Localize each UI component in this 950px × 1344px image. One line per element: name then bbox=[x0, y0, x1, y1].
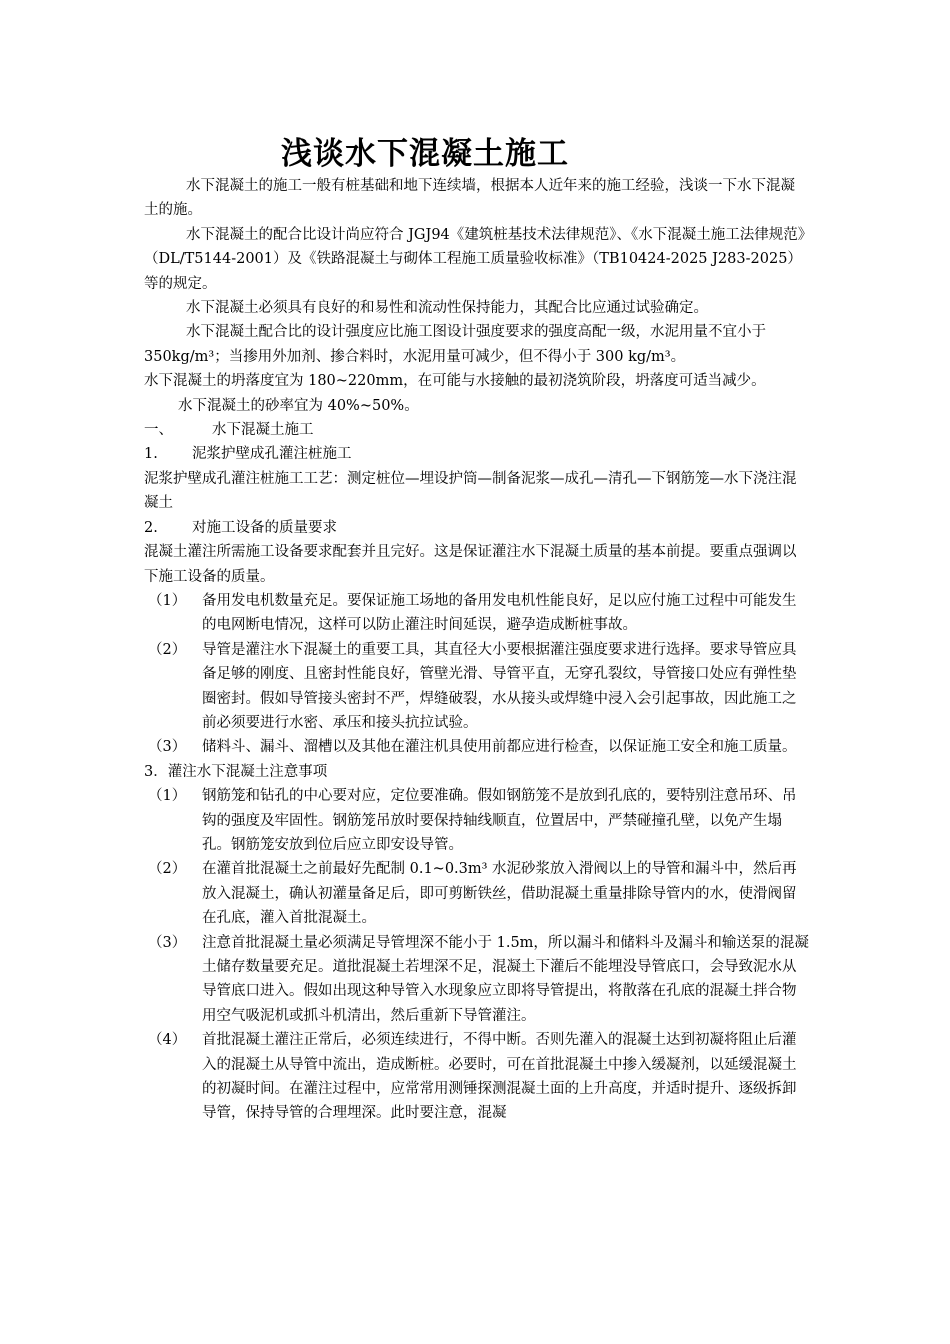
subsection-heading bbox=[144, 442, 809, 466]
intro-paragraph: 水下混凝土配合比的设计强度应比施工图设计强度要求的强度高配一级，水泥用量不宜小于 350kg/m³；当掺用外加剂、掺合料时，水泥用量可减少，但不得小于 300 kg/m³。 bbox=[144, 324, 766, 365]
intro-paragraph: 水下混凝土的配合比设计尚应符合 JGJ94《建筑桩基技术法律规范》、《水下混凝土施工法律规范》（DL/T5144-2001）及《铁路混凝土与砌体工程施工质量验收标准》（TB10424-2025 J283-2025）等的规定。 bbox=[144, 226, 806, 292]
list-item-number: （2） bbox=[148, 861, 187, 878]
subsection-label: 泥浆护壁成孔灌注桩施工 bbox=[192, 446, 352, 463]
list-item-text: 在灌首批混凝土之前最好先配制 0.1~0.3m³ 水泥砂浆放入滑阀以上的导管和漏斗中，然后再放入混凝土，确认初灌量备足后，即可剪断铁丝，借助混凝土重量排除导管内的水，使滑阀留在孔底，灌入首批混凝土。 bbox=[202, 861, 797, 927]
list-item-number: （1） bbox=[148, 592, 187, 609]
subsection-number: 1. bbox=[144, 446, 158, 463]
section-heading bbox=[144, 418, 809, 442]
section-number: 一、 bbox=[144, 422, 173, 439]
intro-paragraph: 水下混凝土的施工一般有桩基础和地下连续墙，根据本人近年来的施工经验，浅谈一下水下混凝土的施。 bbox=[144, 178, 795, 219]
list-item bbox=[144, 931, 809, 1029]
list-item-number: （3） bbox=[148, 739, 187, 756]
intro-paragraph: 水下混凝土必须具有良好的和易性和流动性保持能力，其配合比应通过试验确定。 bbox=[186, 300, 708, 317]
subsection-paragraph: 泥浆护壁成孔灌注桩施工工艺：测定桩位—埋设护筒—制备泥浆—成孔—清孔—下钢筋笼—水下浇注混凝土 bbox=[144, 470, 797, 512]
list-item-text: 注意首批混凝土量必须满足导管埋深不能小于 1.5m，所以漏斗和储料斗及漏斗和输送泵的混凝土储存数量要充足。道批混凝土若埋深不足，混凝土下灌后不能埋没导管底口，会导致泥水从导管底口进入。假如出现这种导管入水现象应立即将导管提出，将散落在孔底的混凝土拌合物用空气吸泥机或抓斗机清出，然后重新下导管灌注。 bbox=[202, 934, 809, 1024]
list-item bbox=[144, 857, 809, 930]
list-item-number: （3） bbox=[148, 934, 187, 951]
list-item-number: （1） bbox=[148, 788, 187, 805]
intro-paragraph: 水下混凝土的砂率宜为 40%~50%。 bbox=[178, 397, 419, 414]
list-item bbox=[144, 735, 809, 759]
subsection-label: 对施工设备的质量要求 bbox=[192, 519, 337, 536]
list-item-text: 钢筋笼和钻孔的中心要对应，定位要准确。假如钢筋笼不是放到孔底的，要特别注意吊环、吊钩的强度及牢固性。钢筋笼吊放时要保持轴线顺直，位置居中，严禁碰撞孔壁，以免产生塌孔。钢筋笼安放到位后应立即安设导管。 bbox=[202, 788, 797, 853]
list-item-text: 储料斗、漏斗、溜槽以及其他在灌注机具使用前都应进行检查，以保证施工安全和施工质量。 bbox=[202, 739, 797, 756]
list-item-number: （4） bbox=[148, 1032, 187, 1049]
list-item-text: 备用发电机数量充足。要保证施工场地的备用发电机性能良好，足以应付施工过程中可能发生的电网断电情况，这样可以防止灌注时间延误，避孕造成断桩事故。 bbox=[202, 592, 797, 634]
list-item bbox=[144, 1028, 809, 1126]
subsection-heading bbox=[144, 516, 809, 540]
list-item-text: 导管是灌注水下混凝土的重要工具，其直径大小要根据灌注强度要求进行选择。要求导管应具备足够的刚度、且密封性能良好，管壁光滑、导管平直，无穿孔裂纹，导管接口处应有弹性垫圈密封。假如导管接头密封不严，焊缝破裂，水从接头或焊缝中浸入会引起事故，因此施工之前必须要进行水密、承压和接头抗拉试验。 bbox=[202, 641, 797, 731]
list-item-text: 首批混凝土灌注正常后，必须连续进行，不得中断。否则先灌入的混凝土达到初凝将阻止后灌入的混凝土从导管中流出，造成断桩。必要时，可在首批混凝土中掺入缓凝剂，以延缓混凝土的初凝时间。在灌注过程中，应常常用测锤探测混凝土面的上升高度，并适时提升、逐级拆卸导管，保持导管的合理埋深。此时要注意，混凝 bbox=[202, 1032, 797, 1122]
document-title: 浅谈水下混凝土施工 bbox=[281, 136, 569, 172]
section-label: 水下混凝土施工 bbox=[212, 422, 314, 439]
list-item bbox=[144, 638, 809, 736]
document-body bbox=[144, 174, 809, 1126]
subsection-paragraph: 混凝土灌注所需施工设备要求配套并且完好。这是保证灌注水下混凝土质量的基本前提。要重点强调以下施工设备的质量。 bbox=[144, 544, 797, 585]
intro-paragraph: 水下混凝土的坍落度宜为 180~220mm，在可能与水接触的最初浇筑阶段，坍落度可适当减少。 bbox=[144, 373, 766, 390]
list-item-number: （2） bbox=[148, 641, 187, 658]
list-item bbox=[144, 784, 809, 857]
list-item bbox=[144, 589, 809, 638]
subsection-heading: 3．灌注水下混凝土注意事项 bbox=[144, 763, 328, 780]
subsection-number: 2. bbox=[144, 519, 158, 536]
